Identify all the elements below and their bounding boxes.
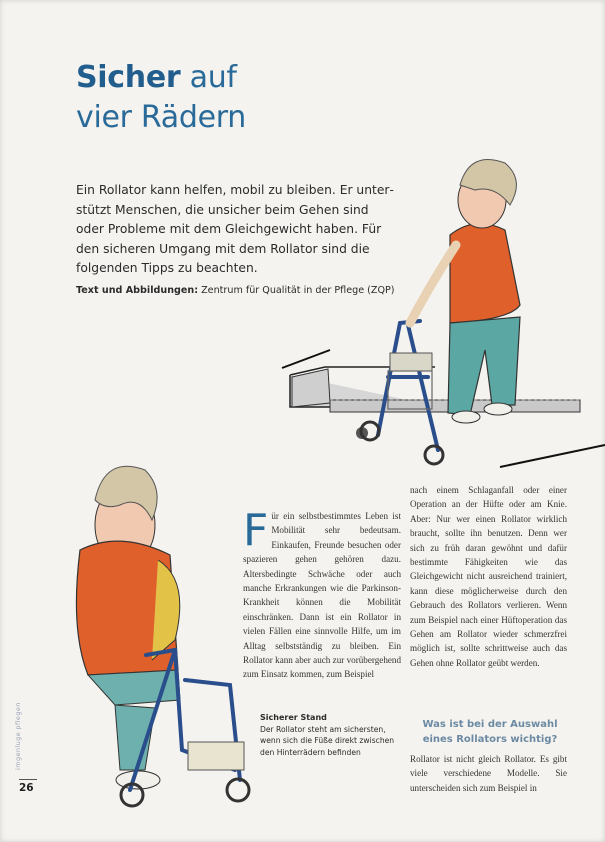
title-line2: vier Rädern (76, 100, 247, 135)
credit-label: Text und Abbildungen: (76, 285, 199, 296)
body-column-1 (243, 505, 401, 682)
page-title (76, 58, 246, 138)
body-column-2-continued: Rollator ist nicht gleich Rollator. Es gibt viele verschiedene Modelle. Sie unterscheiden sich zum Beispiel in (410, 754, 567, 793)
page-number-rule (19, 779, 37, 780)
magazine-side-label: imgenluge pflegen (14, 702, 22, 770)
body-column-1-text: ür ein selbstbestimmtes Leben ist Mobilität sehr bedeutsam. Einkaufen, Freunde besuchen oder spazieren gehen gehören dazu. Altersbedingte Schwäche oder auch manche Erkrankungen wie die Parkinson-Krankheit können die Mobilität einschränken. Dann ist ein Rollator in vielen Fällen eine sinnvolle Hilfe, um im Alltag selbstständig zu bleiben. Ein Rollator kann aber auch zur vorübergehend zum Einsatz kommen, zum Beispiel (243, 511, 401, 680)
illustration-sicherer-stand (60, 450, 260, 820)
caption-text: Der Rollator steht am sichersten, wenn sich die Füße direkt zwischen den Hinterrädern befinden (260, 724, 395, 757)
body-column-2: nach einem Schlaganfall oder einer Operation an der Hüfte oder am Knie. Aber: Nur wer einen Rollator wirklich braucht, sollte ihn benutzen. Denn wer sich zu früh daran gewöhnt und dafür bestimmte Fähigkeiten wie das Gleichgewicht nicht ausreichend trainiert, kann diese möglicherweise durch den Gebrauch des Rollators verlieren. Wenn zum Beispiel nach einer Hüftoperation das Gehen am Rollator wieder schmerzfrei möglich ist, sollte schrittweise auch das Gehen ohne Rollator geübt werden. (410, 485, 567, 668)
title-bold: Sicher (76, 60, 181, 95)
illustration-rollator-curb (270, 145, 605, 480)
lead-paragraph: Ein Rollator kann helfen, mobil zu bleiben. Er unterstützt Menschen, die unsicher beim Gehen sind oder Probleme mit dem Gleichgewicht haben. Für den sicheren Umgang mit dem Rollator sind die folgenden Tipps zu beachten. (76, 183, 394, 276)
caption-title: Sicherer Stand (260, 713, 327, 722)
title-line1-rest: auf (180, 60, 237, 95)
image-caption (260, 712, 400, 758)
dropcap: F (243, 505, 269, 556)
page-number: 26 (19, 782, 34, 794)
section-heading: Was ist bei der Auswahl eines Rollators wichtig? (422, 719, 558, 745)
credit-value: Zentrum für Qualität in der Pflege (ZQP) (198, 285, 395, 296)
